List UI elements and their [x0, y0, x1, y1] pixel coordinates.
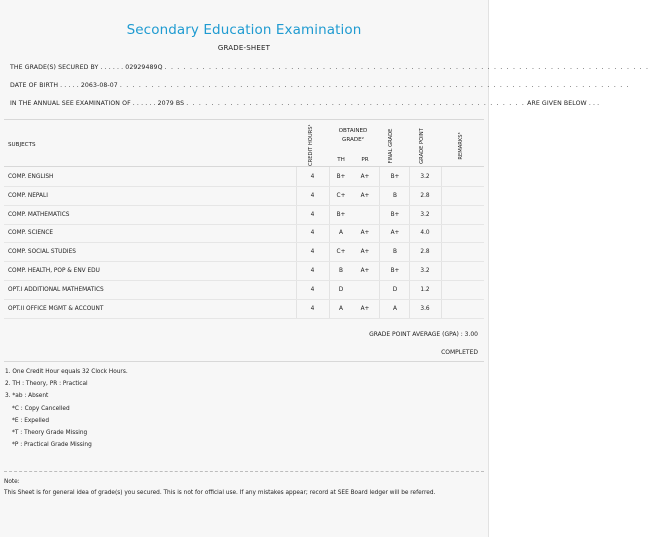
footnote-3: 3. *ab : Absent [5, 393, 49, 399]
dot-leader: . . . . . . . . . . . . . . . . . . . . . . . . . . . . . . . . . . . . . . . . . . . . . . . . . . . . . . . . . . . . . . . . . . . . . . . . . . . . . [164, 64, 649, 71]
grade-point-cell: 3.2 [420, 211, 430, 218]
dob-label: DATE OF BIRTH . . . . . [10, 82, 79, 89]
th-grade-cell: B+ [336, 174, 346, 180]
footnote-1: 1. One Credit Hour equals 32 Clock Hours. [5, 369, 128, 375]
dob-value: 2063-08-07 [80, 82, 118, 89]
exam-year: 2079 BS [157, 100, 185, 107]
subject-cell: OPT.I ADDITIONAL MATHEMATICS [8, 286, 104, 293]
col-obtained-grade: OBTAINED GRADE² [338, 128, 368, 143]
th-grade-cell: B [339, 268, 343, 274]
table-header-divider [4, 166, 484, 167]
grade-point-cell: 2.8 [420, 249, 430, 256]
col-subjects: SUBJECTS [8, 142, 36, 148]
grade-point-cell: 3.6 [420, 305, 430, 312]
sheet-subtitle: GRADE-SHEET [217, 44, 271, 52]
table-row [4, 281, 484, 300]
pr-grade-cell: A+ [360, 249, 370, 256]
th-grade-cell: D [338, 286, 344, 293]
credit-hours-cell: 4 [310, 286, 315, 293]
final-grade-cell: B [393, 249, 397, 256]
grade-point-cell: 4.0 [420, 230, 430, 237]
table-row [4, 300, 484, 319]
subject-cell: OPT.II OFFICE MGMT & ACCOUNT [8, 305, 104, 312]
pr-grade-cell: A+ [360, 230, 370, 237]
divider [4, 361, 484, 362]
th-grade-cell: B+ [336, 211, 346, 218]
note-divider [4, 471, 484, 472]
table-row [4, 243, 484, 262]
grade-point-cell: 3.2 [420, 268, 430, 274]
note-text: This Sheet is for general idea of grade(s) you secured. This is not for official use. If any mistakes appear; record at SEE Board ledger will be referred. [4, 490, 436, 496]
footnote-theory-missing: *T : Theory Grade Missing [12, 430, 88, 436]
footnote-expelled: *E : Expelled [12, 418, 50, 424]
credit-hours-cell: 4 [310, 230, 315, 237]
credit-hours-cell: 4 [310, 211, 315, 218]
final-grade-cell: B+ [390, 174, 400, 180]
pr-grade-cell: A+ [360, 268, 370, 274]
given-below-label: ARE GIVEN BELOW . . . [527, 100, 600, 107]
th-grade-cell: A [339, 305, 343, 312]
col-grade-point: GRADE POINT [419, 128, 425, 164]
col-th: TH [337, 157, 345, 163]
info-line-secured-by [10, 64, 649, 71]
final-grade-cell: B+ [390, 211, 400, 218]
credit-hours-cell: 4 [310, 305, 315, 312]
credit-hours-cell: 4 [310, 268, 315, 274]
exam-label: IN THE ANNUAL SEE EXAMINATION OF . . . . . . [10, 100, 156, 107]
pr-grade-cell: A+ [360, 305, 370, 312]
subject-cell: COMP. MATHEMATICS [8, 211, 70, 218]
col-credit-hours: CREDIT HOURS¹ [308, 124, 314, 166]
grade-point-cell: 2.8 [420, 192, 430, 199]
final-grade-cell: B+ [390, 268, 400, 274]
info-line-dob [10, 82, 630, 89]
col-final-grade: FINAL GRADE [388, 128, 394, 164]
dot-leader: . . . . . . . . . . . . . . . . . . . . . . . . . . . . . . . . . . . . . . . . . . . . . . . . . . . . . . . . . . . . . . . . . . . . . . . . . . . . . . . . . [119, 82, 630, 89]
col-pr: PR [361, 157, 369, 163]
table-row [4, 168, 484, 187]
note-label: Note: [4, 479, 20, 485]
footnote-practical-missing: *P : Practical Grade Missing [12, 442, 92, 448]
table-row [4, 187, 484, 206]
final-grade-cell: D [392, 286, 398, 293]
info-line-exam [10, 100, 599, 107]
th-grade-cell: A [339, 230, 343, 237]
final-grade-cell: A+ [390, 230, 400, 237]
subject-cell: COMP. NEPALI [8, 192, 48, 199]
gpa-summary: GRADE POINT AVERAGE (GPA) : 3.00 [369, 331, 478, 338]
table-row [4, 224, 484, 243]
credit-hours-cell: 4 [310, 174, 315, 180]
secured-by-label: THE GRADE(S) SECURED BY . . . . . . [10, 64, 124, 71]
subject-cell: COMP. SOCIAL STUDIES [8, 249, 76, 256]
divider [4, 119, 484, 120]
footnote-2: 2. TH : Theory, PR : Practical [5, 381, 88, 387]
subject-cell: COMP. HEALTH, POP & ENV EDU [8, 268, 100, 274]
result-status: COMPLETED [441, 349, 478, 356]
symbol-number: 02929489Q [125, 64, 163, 71]
final-grade-cell: A [393, 305, 397, 312]
col-remarks: REMARKS³ [458, 132, 464, 160]
pr-grade-cell [354, 281, 376, 299]
pr-grade-cell [354, 206, 376, 224]
th-grade-cell: C+ [336, 192, 346, 199]
dot-leader: . . . . . . . . . . . . . . . . . . . . . . . . . . . . . . . . . . . . . . . . . . . . . . . . . . . . . . [186, 100, 526, 107]
table-row [4, 206, 484, 225]
page-title: Secondary Education Examination [126, 22, 362, 38]
th-grade-cell: C+ [336, 249, 346, 256]
table-row [4, 262, 484, 281]
credit-hours-cell: 4 [310, 192, 315, 199]
subject-cell: COMP. SCIENCE [8, 230, 54, 237]
credit-hours-cell: 4 [310, 249, 315, 256]
grade-point-cell: 1.2 [420, 286, 430, 293]
footnote-copy-cancelled: *C : Copy Cancelled [12, 406, 70, 412]
grade-point-cell: 3.2 [420, 174, 430, 180]
pr-grade-cell: A+ [360, 192, 370, 199]
pr-grade-cell: A+ [360, 174, 370, 180]
subject-cell: COMP. ENGLISH [8, 174, 54, 180]
final-grade-cell: B [393, 192, 397, 199]
